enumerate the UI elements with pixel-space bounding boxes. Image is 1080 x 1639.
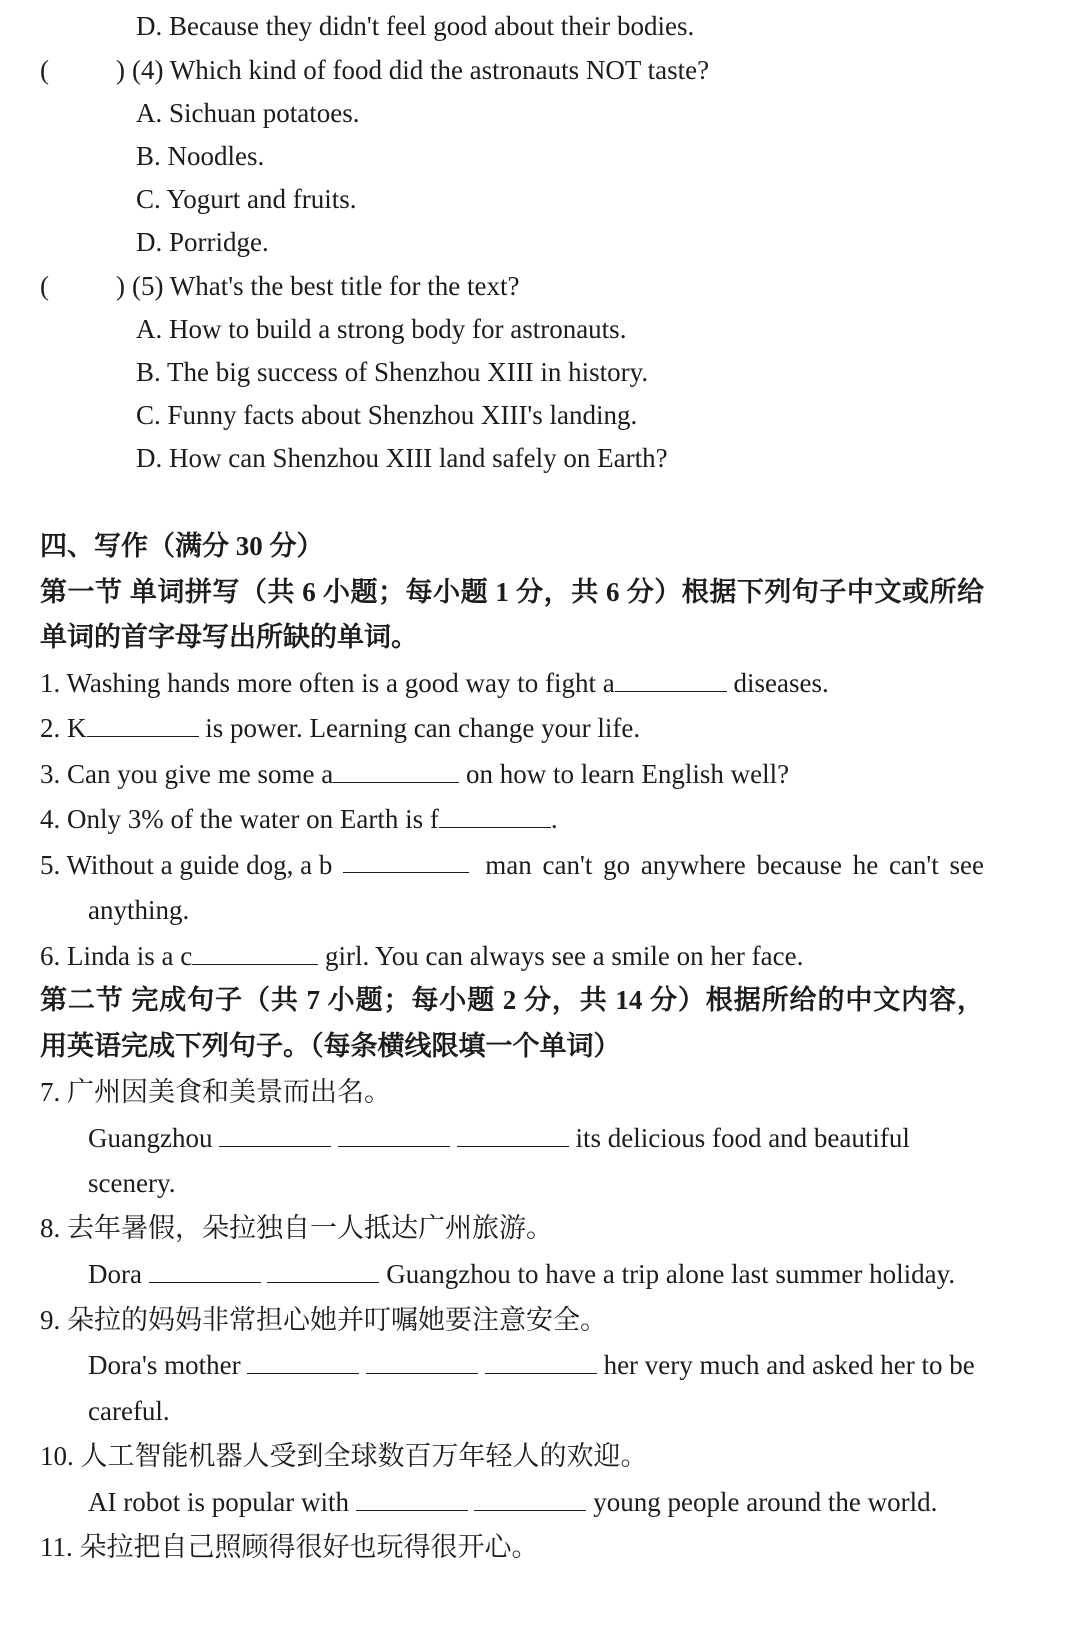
item-text-before: Guangzhou	[88, 1123, 213, 1153]
answer-paren-close: )	[116, 271, 125, 301]
section2-instruction-cont: 用英语完成下列句子。（每条横线限填一个单词）	[40, 1031, 621, 1061]
item-text-after: on how to learn English well?	[459, 759, 790, 789]
question-4-stem: (4) Which kind of food did the astronauts NOT taste?	[132, 55, 710, 85]
item-text-before: Dora	[88, 1259, 142, 1289]
section1-instruction-cont: 单词的首字母写出所缺的单词。	[40, 622, 418, 652]
item-text-after: .	[550, 804, 558, 834]
q5-option-a: A. How to build a strong body for astronauts.	[136, 314, 627, 344]
item-text-after: her very much and asked her to be	[603, 1350, 975, 1380]
item-text-before: AI robot is popular with	[88, 1487, 349, 1517]
translation-item-8-english	[88, 1254, 955, 1294]
q4-option-c: C. Yogurt and fruits.	[136, 184, 357, 214]
q5-option-b: B. The big success of Shenzhou XIII in history.	[136, 357, 649, 387]
translation-item-9-continuation: careful.	[88, 1396, 170, 1426]
q5-option-c: C. Funny facts about Shenzhou XIII's landing.	[136, 400, 638, 430]
answer-blank[interactable]	[343, 845, 469, 873]
spelling-item-5	[40, 845, 984, 885]
translation-item-9-chinese: 9. 朵拉的妈妈非常担心她并叮嘱她要注意安全。	[40, 1305, 607, 1335]
spelling-item-1	[40, 663, 829, 703]
answer-blank[interactable]	[338, 1119, 450, 1147]
item-text-after: its delicious food and beautiful	[575, 1123, 910, 1153]
item-text-before: 3. Can you give me some a	[40, 759, 334, 789]
answer-blank[interactable]	[439, 800, 551, 828]
item-text-after: diseases.	[726, 668, 829, 698]
item-text-before: Dora's mother	[88, 1350, 241, 1380]
q4-option-d: D. Porridge.	[136, 227, 269, 257]
translation-item-7-english	[88, 1118, 910, 1158]
section-heading: 四、写作（满分 30 分）	[40, 531, 324, 561]
item-text-before: 1. Washing hands more often is a good way to fight a	[40, 668, 615, 698]
answer-blank[interactable]	[485, 1346, 597, 1374]
answer-paren-open: (	[40, 55, 49, 85]
translation-item-10-chinese: 10. 人工智能机器人受到全球数百万年轻人的欢迎。	[40, 1441, 648, 1471]
spelling-item-5-continuation: anything.	[88, 895, 190, 925]
translation-item-8-chinese: 8. 去年暑假，朵拉独自一人抵达广州旅游。	[40, 1213, 553, 1243]
spelling-item-4	[40, 799, 558, 839]
answer-blank[interactable]	[615, 664, 727, 692]
answer-blank[interactable]	[333, 755, 459, 783]
item-text-after: young people around the world.	[593, 1487, 938, 1517]
answer-blank[interactable]	[192, 937, 318, 965]
answer-blank[interactable]	[219, 1119, 331, 1147]
answer-blank[interactable]	[267, 1255, 379, 1283]
spelling-item-2	[40, 708, 640, 748]
item-text-after: is power. Learning can change your life.	[198, 713, 641, 743]
section1-instruction: 第一节 单词拼写（共 6 小题；每小题 1 分，共 6 分）根据下列句子中文或所给	[40, 577, 984, 607]
item-text-after: man can't go anywhere because he can't see	[485, 850, 984, 880]
translation-item-7-chinese: 7. 广州因美食和美景而出名。	[40, 1077, 391, 1107]
answer-blank[interactable]	[87, 709, 199, 737]
q4-option-a: A. Sichuan potatoes.	[136, 98, 360, 128]
translation-item-9-english	[88, 1345, 975, 1385]
spelling-item-6	[40, 936, 803, 976]
answer-paren-open: (	[40, 271, 49, 301]
answer-blank[interactable]	[366, 1346, 478, 1374]
item-text-before: 6. Linda is a c	[40, 941, 193, 971]
translation-item-10-english	[88, 1482, 937, 1522]
question-5-stem: (5) What's the best title for the text?	[132, 271, 520, 301]
section2-instruction: 第二节 完成句子（共 7 小题；每小题 2 分，共 14 分）根据所给的中文内容，	[40, 985, 984, 1015]
item-text-after: girl. You can always see a smile on her face.	[318, 941, 804, 971]
item-text-before: 5. Without a guide dog, a b	[40, 850, 333, 880]
item-text-before: 4. Only 3% of the water on Earth is f	[40, 804, 439, 834]
q4-option-b: B. Noodles.	[136, 141, 265, 171]
item-text-after: Guangzhou to have a trip alone last summer holiday.	[386, 1259, 956, 1289]
q3-option-d: D. Because they didn't feel good about their bodies.	[136, 11, 695, 41]
translation-item-7-continuation: scenery.	[88, 1168, 176, 1198]
translation-item-11-chinese: 11. 朵拉把自己照顾得很好也玩得很开心。	[40, 1532, 539, 1562]
q5-option-d: D. How can Shenzhou XIII land safely on Earth?	[136, 443, 668, 473]
answer-blank[interactable]	[247, 1346, 359, 1374]
answer-paren-close: )	[116, 55, 125, 85]
spelling-item-3	[40, 754, 789, 794]
answer-blank[interactable]	[474, 1483, 586, 1511]
answer-blank[interactable]	[457, 1119, 569, 1147]
answer-blank[interactable]	[356, 1483, 468, 1511]
answer-blank[interactable]	[149, 1255, 261, 1283]
item-text-before: 2. K	[40, 713, 87, 743]
